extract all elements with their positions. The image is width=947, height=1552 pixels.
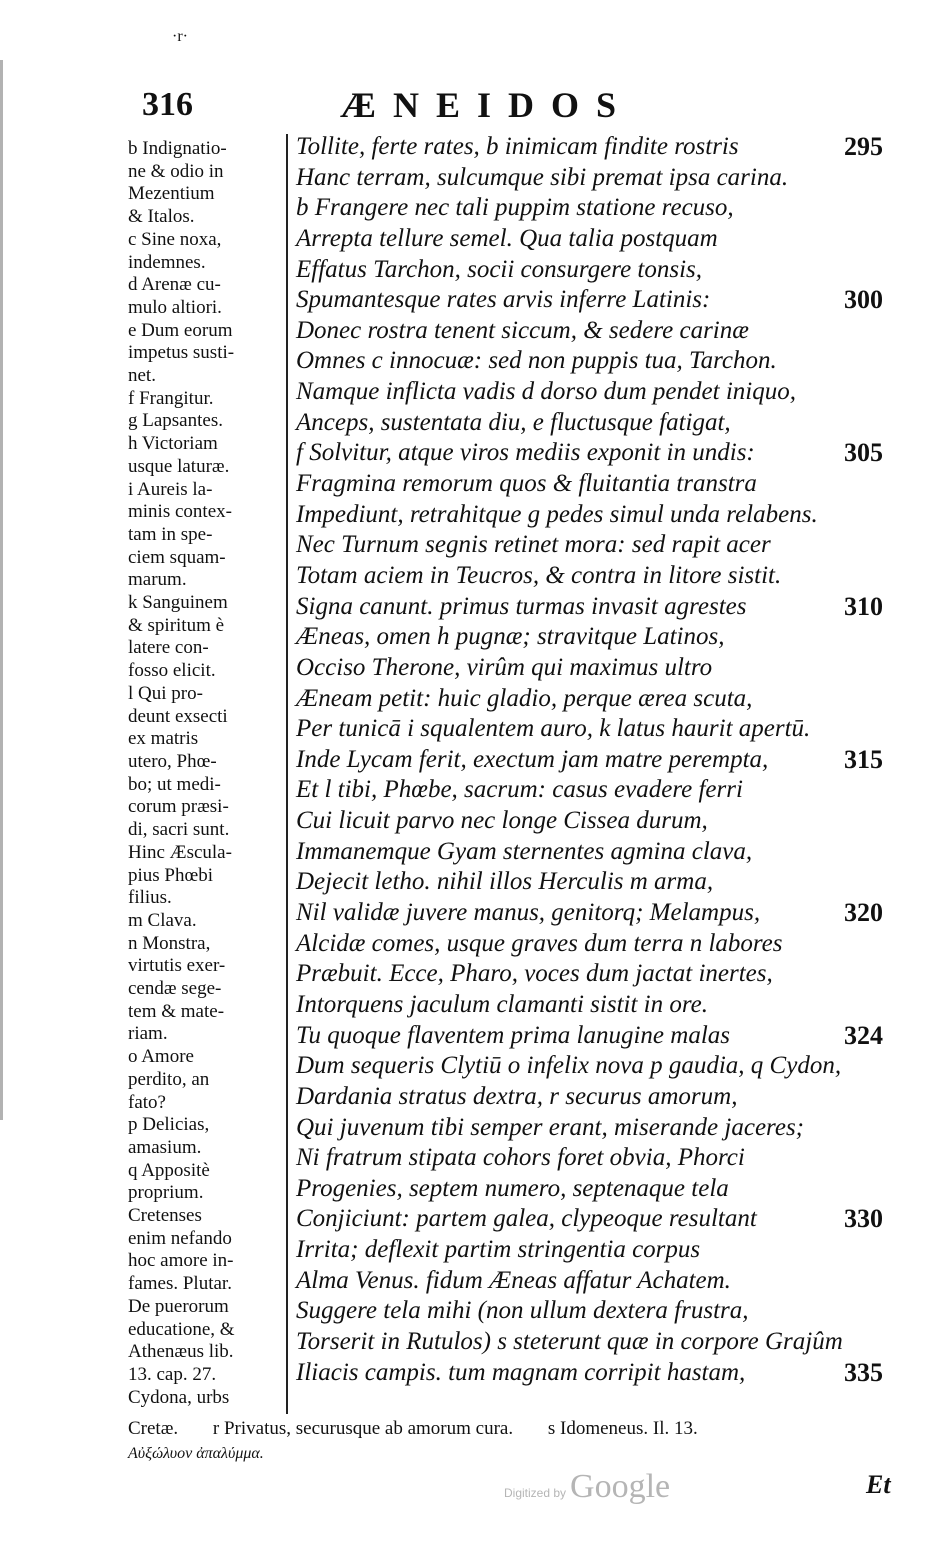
- watermark-brand: Google: [570, 1468, 671, 1505]
- verse-text: f Solvitur, atque viros mediis exponit in undis:: [296, 439, 755, 467]
- verse-text: Irrita; deflexit partim stringentia corpus: [296, 1236, 701, 1264]
- verse-text: Alma Venus. fidum Æneas affatur Achatem.: [296, 1266, 731, 1294]
- marginal-notes: [128, 138, 280, 1409]
- verse-text: Impediunt, retrahitque g pedes simul unda relabens.: [296, 500, 818, 528]
- verse-text: Intorquens jaculum clamanti sistit in ore.: [296, 990, 709, 1018]
- marginal-note-line: tem & mate-: [128, 1000, 225, 1022]
- verse-line: [296, 1113, 916, 1144]
- verse-text: Omnes c innocuæ: sed non puppis tua, Tarchon.: [296, 347, 777, 375]
- marginal-note-line: deunt exsecti: [128, 705, 228, 727]
- marginal-note-line: usque laturæ.: [128, 455, 230, 477]
- running-head: ÆNEIDOS: [340, 85, 634, 125]
- marginal-note-line: ciem squam-: [128, 546, 226, 568]
- verse-line: [296, 316, 916, 347]
- verse-line: [296, 1204, 916, 1235]
- verse-line: [296, 684, 916, 715]
- marginal-note-line: c Sine noxa,: [128, 228, 222, 250]
- marginal-note-line: tam in spe-: [128, 523, 213, 545]
- verse-line: [296, 346, 916, 377]
- verse-text: Dardania stratus dextra, r securus amorum,: [296, 1082, 738, 1110]
- verse-text: Arrepta tellure semel. Qua talia postquam: [296, 224, 718, 252]
- verse-line: [296, 653, 916, 684]
- verse-text: Fragmina remorum quos & fluitantia transtra: [296, 470, 757, 498]
- verse-text: Ni fratrum stipata cohors foret obvia, Phorci: [296, 1144, 745, 1172]
- verse-text: Donec rostra tenent siccum, & sedere carinæ: [296, 316, 749, 344]
- verse-text: Anceps, sustentata diu, e fluctusque fatigat,: [296, 408, 731, 436]
- verse-text: Inde Lycam ferit, exectum jam matre perempta,: [296, 745, 769, 773]
- verse-text: Nec Turnum segnis retinet mora: sed rapit acer: [296, 531, 771, 559]
- verse-line: [296, 224, 916, 255]
- verse-line: [296, 408, 916, 439]
- verse-text: Totam aciem in Teucros, & contra in litore sistit.: [296, 561, 782, 589]
- verse-line: [296, 775, 916, 806]
- marginal-note-line: net.: [128, 365, 156, 387]
- verse-line: [296, 1266, 916, 1297]
- verse-text: Namque inflicta vadis d dorso dum pendet iniquo,: [296, 378, 796, 406]
- marginal-note-line: Mezentium: [128, 183, 215, 205]
- marginal-note-line: marum.: [128, 569, 187, 591]
- verse-number: 305: [844, 438, 883, 468]
- marginal-note-line: & spiritum è: [128, 614, 225, 636]
- verse-number: 320: [844, 898, 883, 928]
- verse-line: [296, 592, 916, 623]
- page-edge-shadow: [0, 60, 13, 1120]
- marginal-note-line: amasium.: [128, 1136, 202, 1158]
- verse-line: [296, 561, 916, 592]
- verse-text: Per tunicā i squalentem auro, k latus haurit apertū.: [296, 715, 811, 743]
- marginal-note-line: g Lapsantes.: [128, 410, 223, 432]
- marginal-note-line: proprium.: [128, 1182, 204, 1204]
- page-number: 316: [142, 86, 193, 123]
- verse-number: 315: [844, 744, 883, 774]
- verse-text: Nil validæ juvere manus, genitorq; Melampus,: [296, 899, 761, 927]
- marginal-note-line: d Arenæ cu-: [128, 274, 221, 296]
- marginal-note-line: impetus susti-: [128, 342, 235, 364]
- marginal-note-line: latere con-: [128, 637, 209, 659]
- verse-text: Tollite, ferte rates, b inimicam findite rostris: [296, 133, 739, 160]
- marginal-note-line: virtutis exer-: [128, 955, 226, 977]
- verse-text: Immanemque Gyam sternentes agmina clava,: [296, 837, 753, 865]
- verse-number: 300: [844, 285, 883, 315]
- footnote-line: [128, 1418, 728, 1440]
- google-watermark: [504, 1468, 670, 1506]
- marginal-note-line: educatione, &: [128, 1318, 235, 1340]
- stray-mark: ·r·: [172, 28, 188, 45]
- marginal-note-line: perdito, an: [128, 1068, 210, 1090]
- verse-text: Occiso Therone, virûm qui maximus ultro: [296, 653, 713, 681]
- verse-text: Dejecit letho. nihil illos Herculis m arma,: [296, 868, 714, 896]
- marginal-note-line: filius.: [128, 887, 172, 909]
- verse-line: [296, 469, 916, 500]
- verse-number: 295: [844, 132, 883, 161]
- verse-line: [296, 132, 916, 163]
- verse-line: [296, 1296, 916, 1327]
- verse-line: [296, 1143, 916, 1174]
- marginal-note-line: o Amore: [128, 1046, 194, 1068]
- marginal-note-line: 13. cap. 27.: [128, 1363, 217, 1385]
- marginal-note-line: fato?: [128, 1091, 166, 1113]
- verse-line: [296, 255, 916, 286]
- marginal-note-line: & Italos.: [128, 206, 195, 228]
- verse-number: 310: [844, 591, 883, 621]
- marginal-note-line: bo; ut medi-: [128, 773, 221, 795]
- marginal-note-line: minis contex-: [128, 501, 232, 523]
- verse-line: [296, 1235, 916, 1266]
- verse-line: [296, 285, 916, 316]
- verse-line: [296, 806, 916, 837]
- verse-text: Iliacis campis. tum magnam corripit hastam,: [296, 1358, 746, 1386]
- catchword: Et: [866, 1470, 891, 1499]
- verse-line: [296, 929, 916, 960]
- page-header: [0, 80, 947, 130]
- verse-line: [296, 898, 916, 929]
- marginal-note-line: ex matris: [128, 728, 199, 750]
- verse-text: Progenies, septem numero, septenaque tela: [296, 1174, 729, 1202]
- marginal-note-line: p Delicias,: [128, 1114, 210, 1136]
- verse-line: [296, 867, 916, 898]
- verse-number: 324: [844, 1020, 883, 1050]
- verse-number: 330: [844, 1204, 883, 1234]
- marginal-note-line: corum præsi-: [128, 796, 229, 818]
- footnote-part-2: r Privatus, securusque ab amorum cura.: [212, 1418, 514, 1439]
- verse-line: [296, 1174, 916, 1205]
- marginal-note-line: q Appositè: [128, 1159, 210, 1181]
- marginal-note-line: n Monstra,: [128, 932, 211, 954]
- verse-line: [296, 714, 916, 745]
- verse-column: [296, 132, 916, 1388]
- marginal-note-line: cendæ sege-: [128, 978, 222, 1000]
- verse-line: [296, 1021, 916, 1052]
- verse-text: Effatus Tarchon, socii consurgere tonsis,: [296, 255, 703, 283]
- verse-number: 335: [844, 1357, 883, 1387]
- verse-line: [296, 622, 916, 653]
- marginal-note-line: i Aureis la-: [128, 478, 213, 500]
- marginal-note-line: enim nefando: [128, 1227, 232, 1249]
- verse-line: [296, 377, 916, 408]
- verse-text: Cui licuit parvo nec longe Cissea durum,: [296, 807, 708, 835]
- verse-text: Præbuit. Ecce, Pharo, voces dum jactat inertes,: [296, 960, 773, 988]
- verse-text: Signa canunt. primus turmas invasit agrestes: [296, 592, 747, 620]
- marginal-note-line: m Clava.: [128, 909, 197, 931]
- verse-text: Alcidæ comes, usque graves dum terra n labores: [296, 929, 783, 957]
- marginal-note-line: ne & odio in: [128, 160, 224, 182]
- marginal-note-line: Athenæus lib.: [128, 1341, 234, 1363]
- verse-text: Hanc terram, sulcumque sibi premat ipsa carina.: [296, 163, 789, 191]
- marginal-note-line: fosso elicit.: [128, 660, 216, 682]
- marginal-note-line: k Sanguinem: [128, 592, 228, 614]
- column-rule: [286, 134, 288, 1414]
- verse-text: Qui juvenum tibi semper erant, miserande jaceres;: [296, 1113, 804, 1141]
- verse-line: [296, 745, 916, 776]
- marginal-note-line: b Indignatio-: [128, 138, 227, 159]
- verse-text: Suggere tela mihi (non ullum dextera frustra,: [296, 1297, 749, 1325]
- verse-line: [296, 959, 916, 990]
- marginal-note-line: Hinc Æscula-: [128, 841, 232, 863]
- verse-line: [296, 500, 916, 531]
- marginal-note-line: di, sacri sunt.: [128, 819, 230, 841]
- verse-line: [296, 193, 916, 224]
- marginal-note-line: hoc amore in-: [128, 1250, 234, 1272]
- marginal-note-line: Cretenses: [128, 1205, 202, 1227]
- marginal-note-line: utero, Phœ-: [128, 750, 217, 772]
- verse-text: Torserit in Rutulos) s steterunt quæ in corpore Grajûm: [296, 1327, 843, 1355]
- verse-line: [296, 1358, 916, 1389]
- verse-text: Æneas, omen h pugnæ; stravitque Latinos,: [296, 623, 725, 651]
- marginal-note-line: e Dum eorum: [128, 319, 233, 341]
- verse-line: [296, 1051, 916, 1082]
- marginal-note-line: mulo altiori.: [128, 296, 222, 318]
- verse-line: [296, 1327, 916, 1358]
- verse-line: [296, 438, 916, 469]
- marginal-note-line: Cydona, urbs: [128, 1386, 230, 1408]
- footnote-part-3: s Idomeneus. Il. 13.: [547, 1418, 698, 1439]
- marginal-note-line: fames. Plutar.: [128, 1273, 232, 1295]
- marginal-note-line: riam.: [128, 1023, 168, 1045]
- marginal-note-line: l Qui pro-: [128, 682, 203, 704]
- marginal-note-line: De puerorum: [128, 1295, 229, 1317]
- marginal-note-line: h Victoriam: [128, 433, 218, 455]
- watermark-prefix: Digitized by: [504, 1486, 567, 1500]
- verse-line: [296, 837, 916, 868]
- footnote-part-1: Cretæ.: [128, 1418, 179, 1439]
- verse-text: Conjiciunt: partem galea, clypeoque resultant: [296, 1205, 757, 1233]
- marginal-note-line: indemnes.: [128, 251, 206, 273]
- verse-text: b Frangere nec tali puppim statione recuso,: [296, 194, 734, 222]
- footnote-greek: Αὐξώλυον ἀπαλύμμα.: [128, 1445, 264, 1462]
- verse-text: Et l tibi, Phœbe, sacrum: casus evadere ferri: [296, 776, 743, 804]
- marginal-note-line: f Frangitur.: [128, 387, 214, 409]
- verse-text: Dum sequeris Clytiū o infelix nova p gaudia, q Cydon,: [296, 1052, 842, 1080]
- verse-text: Tu quoque flaventem prima lanugine malas: [296, 1021, 730, 1049]
- verse-line: [296, 163, 916, 194]
- verse-text: Spumantesque rates arvis inferre Latinis:: [296, 286, 711, 314]
- marginal-note-line: pius Phœbi: [128, 864, 213, 886]
- verse-line: [296, 530, 916, 561]
- verse-text: Æneam petit: huic gladio, perque ærea scuta,: [296, 684, 753, 712]
- verse-line: [296, 990, 916, 1021]
- verse-line: [296, 1082, 916, 1113]
